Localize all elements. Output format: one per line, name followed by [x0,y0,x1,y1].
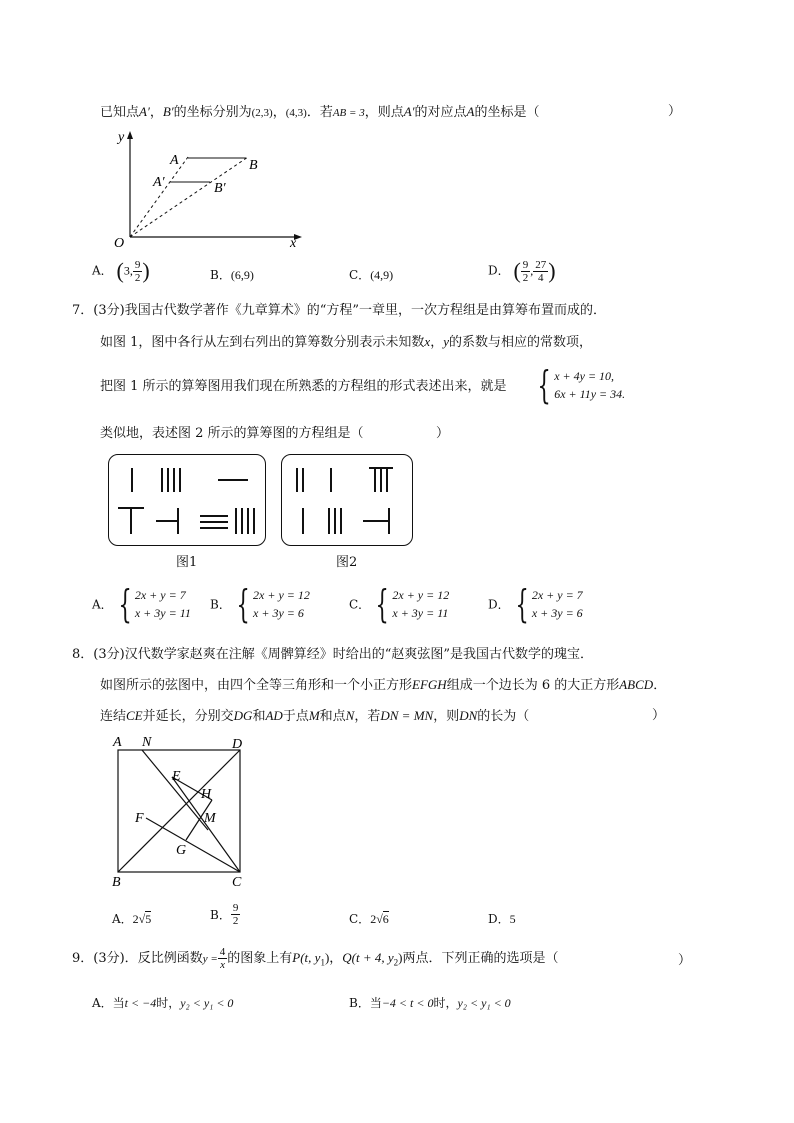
q6-stem: 已知点A′，B′的坐标分别为(2,3)，(4,3)．若AB = 3，则点A′的对应点A的坐标是（ [100,104,540,120]
q7-example-system: { x + 4y = 10, 6x + 11y = 34. [537,363,626,407]
q7-line3: 把图 1 所示的算筹图用我们现在所熟悉的方程组的形式表述出来，就是 [100,379,507,394]
point-b-prime-label: B′ [214,181,226,196]
q7-option-a[interactable]: A． { 2x + y = 7 x + 3y = 11 [92,582,191,626]
q9-answer-paren-close: ） [678,953,692,968]
label-b: B [112,875,121,890]
label-d: D [232,737,243,752]
figure-2-counting-rods [281,454,413,546]
figure-1-caption: 图1 [176,555,198,570]
q8-option-c[interactable]: C．2√6 [349,912,389,926]
label-e: E [172,769,181,784]
q8-line1: 8．(3分)汉代数学家赵爽在注解《周髀算经》时给出的“赵爽弦图”是我国古代数学的瑰宝． [72,647,593,662]
q6-option-c[interactable]: C．(4,9) [349,268,394,282]
q6-option-b[interactable]: B．(6,9) [210,268,254,282]
q7-option-c[interactable]: C． { 2x + y = 12 x + 3y = 11 [349,582,450,626]
q8-answer-paren-close: ） [652,708,666,723]
point-b-label: B [249,158,258,173]
q7-line2: 如图 1，图中各行从左到右列出的算筹数分别表示未知数x，y的系数与相应的常数项， [100,334,592,350]
point-a-label: A [170,153,179,168]
figure-2-caption: 图2 [336,555,358,570]
label-c: C [232,875,242,890]
q8-line3: 连结CE并延长，分别交DG和AD于点M和点N，若DN = MN，则DN的长为（ [100,708,530,724]
q6-answer-paren-close: ） [668,104,682,119]
q9-option-b[interactable]: B．当−4 < t < 0时，y₂ < y₁ < 0 [349,996,511,1010]
q8-line2: 如图所示的弦图中，由四个全等三角形和一个小正方形EFGH组成一个边长为 6 的大正方形ABCD． [100,677,667,693]
q7-option-b[interactable]: B． { 2x + y = 12 x + 3y = 6 [210,582,310,626]
q7-line4: 类似地，表述图 2 所示的算筹图的方程组是（ [100,426,364,441]
q6-option-d[interactable]: D． ( $\frac{9}{2}$ , $\frac{27}{4}$ ) [488,258,556,284]
q8-option-b[interactable]: B． $\frac{9}{2}$ [210,902,239,927]
label-m: M [204,811,216,826]
label-a: A [113,735,122,750]
origin-label: O [114,236,125,250]
q8-option-d[interactable]: D．5 [488,912,516,926]
q7-option-d[interactable]: D． { 2x + y = 7 x + 3y = 6 [488,582,583,626]
q9-stem: 9．(3分)．反比例函数y = $\frac{4}{x}$ 的图象上有P(t, $y_1$)，Q(t + 4, $y_2$)两点．下列正确的选项是（ [72,946,559,971]
x-axis-label: x [290,236,297,250]
point-a-prime-label: A′ [153,175,165,190]
q6-coordinate-figure [110,125,310,250]
q7-answer-paren-close: ） [436,426,450,441]
label-f: F [135,811,144,826]
q8-option-a[interactable]: A．2√5 [112,912,152,926]
q6-option-a[interactable]: A． (3, $\frac{9}{2}$ ) [92,258,150,284]
label-g: G [176,843,187,858]
label-n: N [142,735,152,750]
zhao-shuang-string-figure [108,734,258,890]
y-axis-label: y [118,130,125,145]
q9-option-a[interactable]: A．当t < −4时，y₂ < y₁ < 0 [92,996,234,1010]
label-h: H [201,787,212,802]
figure-1-counting-rods [108,454,266,546]
q7-line1: 7．(3分)我国古代数学著作《九章算术》的“方程”一章里，一次方程组是由算筹布置而成的． [72,303,606,318]
